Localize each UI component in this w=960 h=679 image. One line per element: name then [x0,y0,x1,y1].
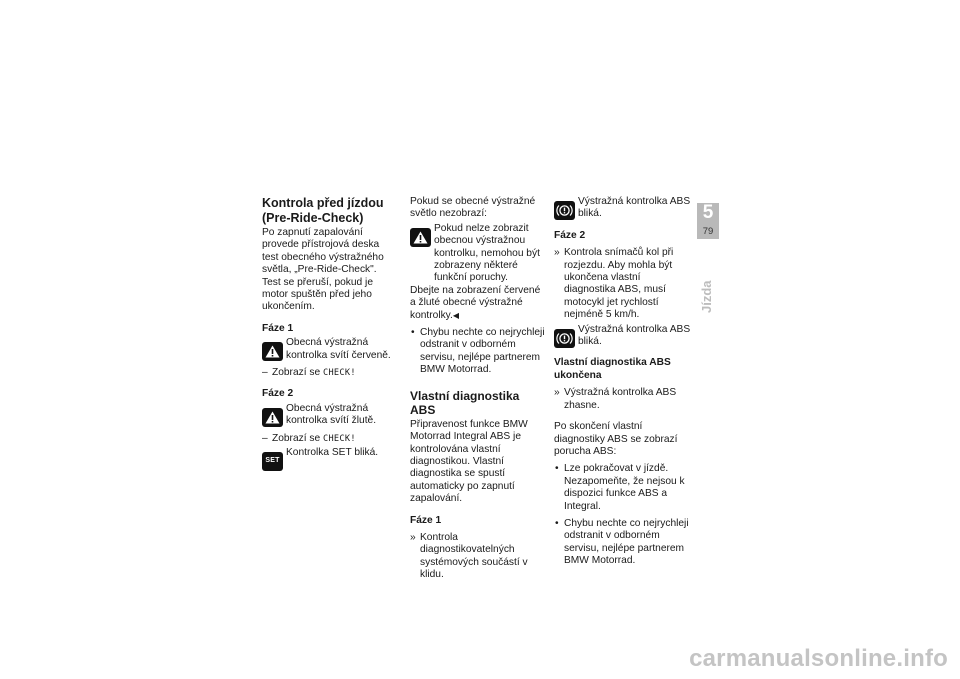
chapter-number: 5 [702,202,714,223]
phase-1-title: Fáze 1 [262,322,294,334]
page-number: 79 [702,226,714,237]
warning-note-text: Pokud nelze zobrazit obecnou výstražnou kontrolku, nemohou být zobrazeny některé funkční poruchy. [434,222,540,284]
watermark: carmanualsonline.info [689,645,948,672]
phase-1-indicator-text: Obecná výstražná kontrolka svítí červeně. [286,337,391,361]
phase-1-display [262,367,397,379]
display-prefix: Zobrazí se [272,367,323,379]
phase-2-indicator-text: Obecná výstražná kontrolka svítí žlutě. [286,402,377,427]
warning-note [410,223,545,285]
service-bullet: • Chybu nechte co nejrychleji odstranit v odborném servisu, nejlépe partnerem BMW Motorrad. [410,327,545,377]
abs-phase-1-title: Fáze 1 [410,514,442,526]
set-indicator-icon: SET [262,452,283,471]
abs-done-title: Vlastní diagnostika ABS ukončena [554,357,671,381]
abs-fault-bullet-1: • Lze pokračovat v jízdě. Nezapomeňte, že nejsou k dispozici funkce ABS a Integral. [554,463,692,513]
phase-2-indicator [262,403,397,428]
pre-ride-intro: Po zapnutí zapalování provede přístrojová deska test obecného výstražného světla, „Pre-Ride-Check". Test se přeruší, pokud je motor spuštěn před jeho ukončením. [262,227,384,313]
section-heading-abs-diagnostics: Vlastní diagnostika ABS [410,388,520,417]
warning-triangle-icon [262,342,283,361]
abs-phase-2-step: » Kontrola snímačů kol při rozjezdu. Aby mohla být ukončena vlastní diagnostika ABS, musí motocykl jet rychlostí nejméně 5 km/h. [554,247,692,321]
column-3 [554,196,692,568]
abs-warning-icon [554,201,575,220]
check-display-code: CHECK! [322,433,356,444]
abs-phase-1-step: » Kontrola diagnostikovatelných systémových součástí v klidu. [410,532,545,582]
warning-advice [410,285,545,322]
phase-2-title: Fáze 2 [262,388,294,400]
abs-indicator-row-2 [554,324,692,349]
abs-fault-bullet-2: • Chybu nechte co nejrychleji odstranit v odborném servisu, nejlépe partnerem BMW Motorrad. [554,518,692,568]
phase-2-display [262,433,397,445]
abs-diagnostics-intro: Připravenost funkce BMW Motorrad Integral ABS je kontrolována vlastní diagnostikou. Vlastní diagnostika se spustí automaticky po zapnutí zapalování. [410,418,528,505]
abs-done-step: » Výstražná kontrolka ABS zhasne. [554,387,692,412]
abs-warning-icon [554,329,575,348]
warning-advice-text: Dbejte na zobrazení červené a žluté obecné výstražné kontrolky. [410,284,541,321]
display-prefix: Zobrazí se [272,432,323,444]
abs-indicator-row-1 [554,196,692,221]
column-1 [262,196,397,470]
phase-1-indicator [262,337,397,362]
abs-indicator-text-1: Výstražná kontrolka ABS bliká. [578,196,691,220]
abs-phase-2-title: Fáze 2 [554,229,586,241]
set-indicator-text: Kontrolka SET bliká. [286,447,379,459]
abs-fault-intro: Po skončení vlastní diagnostiky ABS se zobrazí porucha ABS: [554,421,678,457]
abs-indicator-text-2: Výstražná kontrolka ABS bliká. [578,323,691,348]
column-2 [410,196,545,582]
section-heading-pre-ride-check: Kontrola před jízdou (Pre-Ride-Check) [262,196,384,225]
end-mark-icon: ◀ [452,310,459,320]
set-indicator-row [262,447,397,470]
check-display-code: CHECK! [322,368,356,379]
warning-intro: Pokud se obecné výstražné světlo nezobrazí: [410,196,536,220]
warning-triangle-icon [262,408,283,427]
warning-triangle-icon [410,228,431,247]
chapter-title: Jízda [699,280,714,314]
